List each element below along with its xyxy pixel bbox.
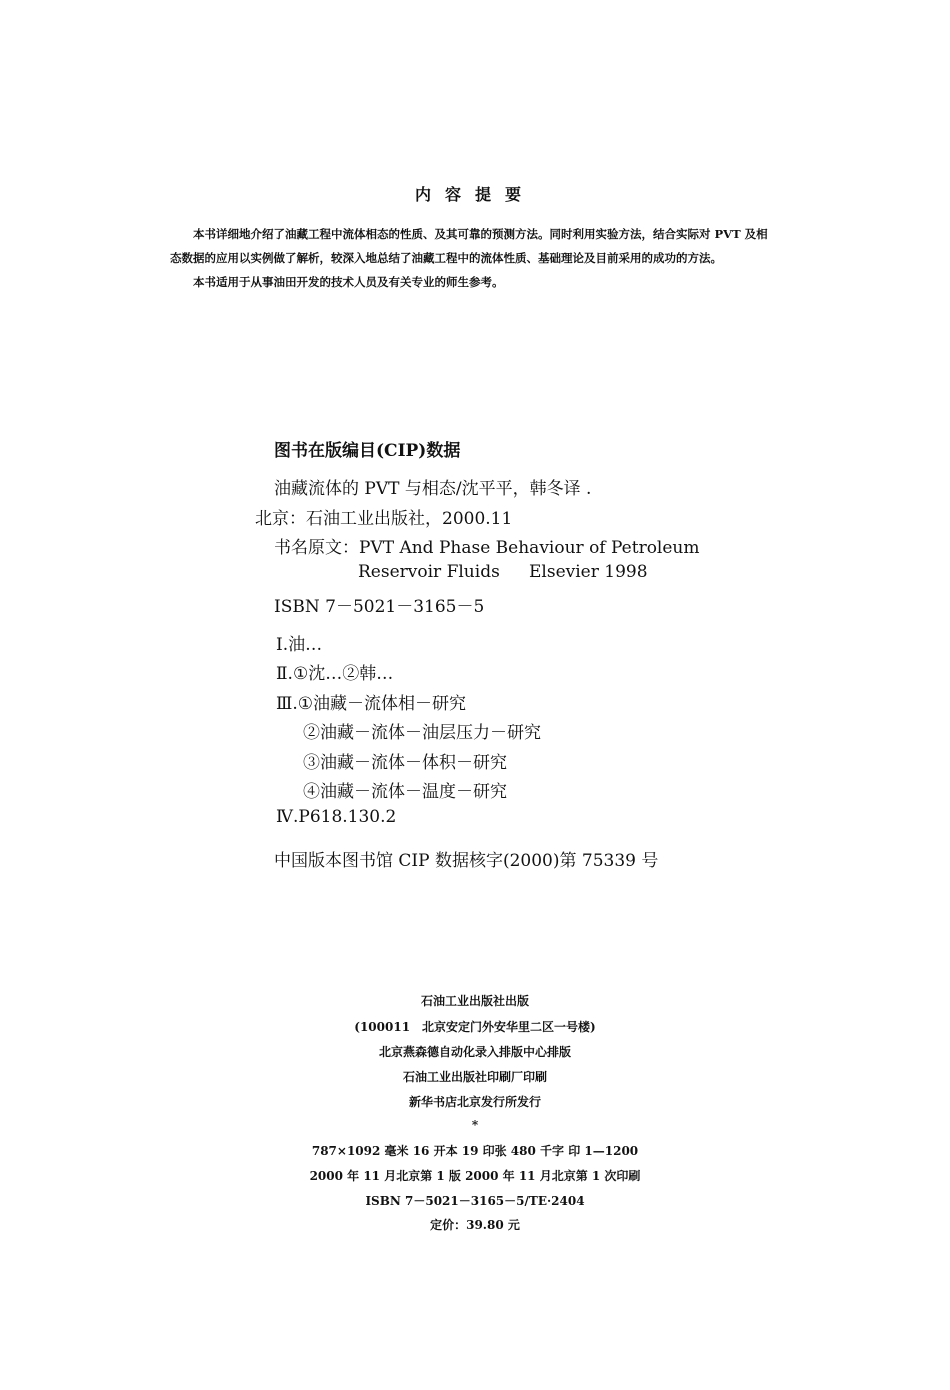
cip-class-3-sub: ③油藏－流体－体积－研究: [303, 753, 507, 773]
cip-class-4: Ⅳ.P618.130.2: [276, 807, 397, 827]
cip-isbn: ISBN 7－5021－3165－5: [274, 597, 485, 617]
cip-original-title: 书名原文：PVT And Phase Behaviour of Petroleum: [274, 538, 700, 558]
summary-body: [170, 222, 770, 294]
cip-heading: 图书在版编目(CIP)数据: [274, 441, 461, 461]
cip-number: 中国版本图书馆 CIP 数据核字(2000)第 75339 号: [274, 851, 659, 871]
cip-original-title-cont: Reservoir Fluids: [358, 562, 500, 582]
separator-asterisk: *: [471, 1118, 479, 1132]
isbn-full: ISBN 7－5021－3165－5/TE·2404: [365, 1194, 585, 1208]
distributor-line: 新华书店北京发行所发行: [408, 1095, 541, 1109]
specs-line: 787×1092 毫米 16 开本 19 印张 480 千字 印 1—1200: [311, 1144, 639, 1158]
cip-publisher-line: 北京：石油工业出版社，2000.11: [255, 509, 513, 529]
summary-title: 内容提要: [414, 185, 535, 204]
edition-line: 2000 年 11 月北京第 1 版 2000 年 11 月北京第 1 次印刷: [309, 1169, 641, 1183]
cip-class-2: Ⅱ.①沈…②韩…: [276, 664, 394, 684]
cip-class-3: Ⅲ.①油藏－流体相－研究: [276, 694, 467, 714]
cip-original-publisher: Elsevier 1998: [529, 562, 648, 582]
cip-class-1: Ⅰ.油…: [276, 635, 323, 655]
price-line: 定价：39.80 元: [430, 1218, 520, 1232]
publisher-address: (100011 北京安定门外安华里二区一号楼): [354, 1020, 596, 1034]
publisher-line: 石油工业出版社出版: [420, 994, 529, 1008]
printer-line: 石油工业出版社印刷厂印刷: [402, 1070, 547, 1084]
cip-class-3-sub: ④油藏－流体－温度－研究: [303, 782, 507, 802]
summary-paragraph: 本书详细地介绍了油藏工程中流体相态的性质、及其可靠的预测方法。同时利用实验方法，结合实际对 PVT 及相态数据的应用以实例做了解析，较深入地总结了油藏工程中的流体性质、基础理论及目前采用的成功的方法。: [170, 227, 768, 265]
cip-class-3-sub: ②油藏－流体－油层压力－研究: [303, 723, 541, 743]
cip-title-line: 油藏流体的 PVT 与相态/沈平平，韩冬译 .: [274, 479, 592, 499]
summary-paragraph: 本书适用于从事油田开发的技术人员及有关专业的师生参考。: [193, 275, 504, 289]
typesetter-line: 北京燕森德自动化录入排版中心排版: [378, 1045, 571, 1059]
